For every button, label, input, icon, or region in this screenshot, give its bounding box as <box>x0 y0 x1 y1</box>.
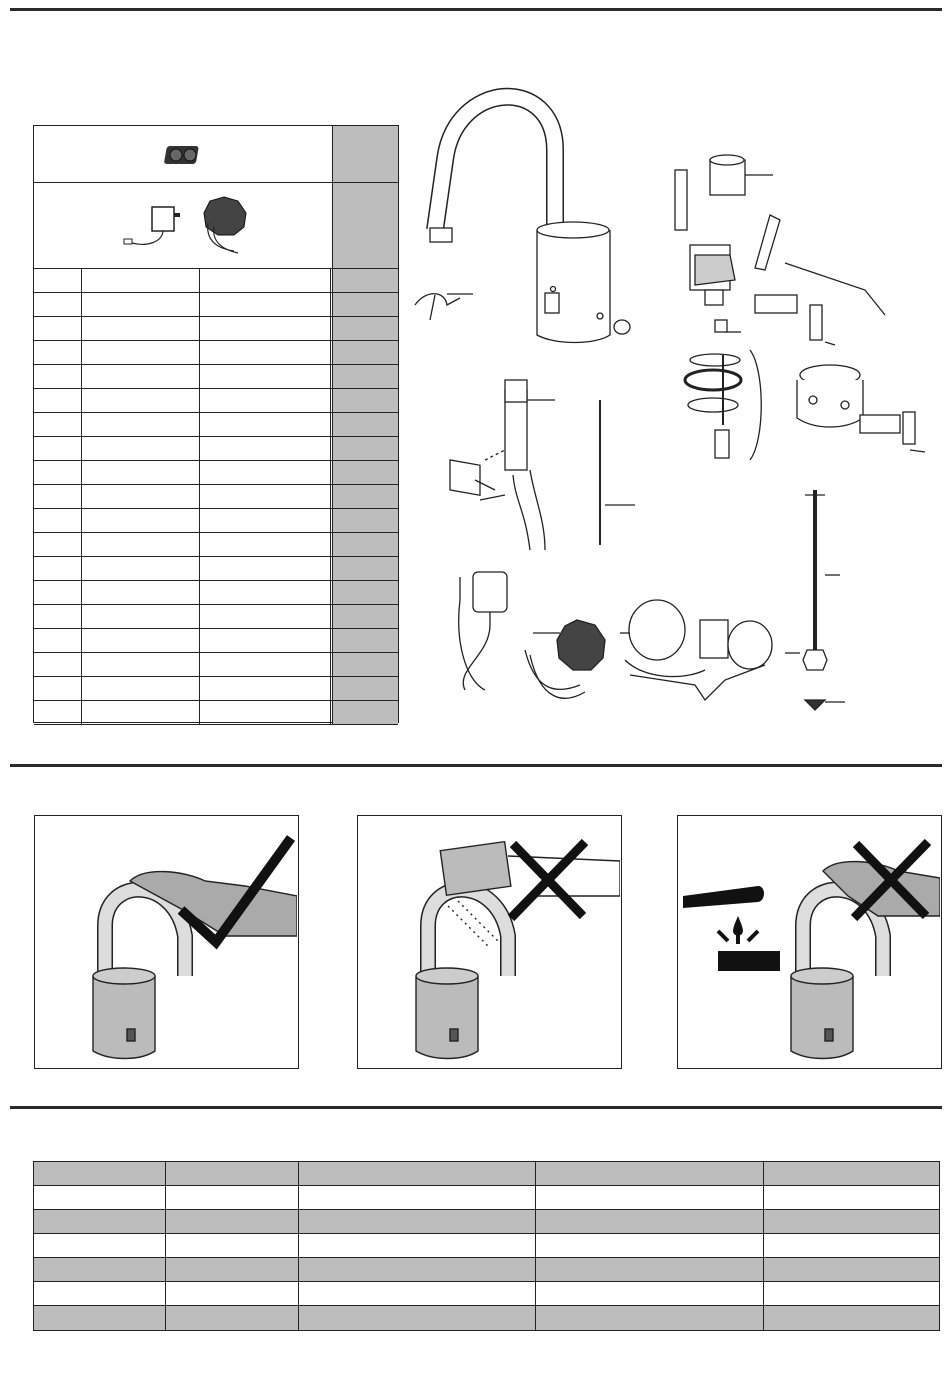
parts-table-row <box>34 677 398 701</box>
spec-table <box>33 1161 940 1331</box>
spec-table-cell <box>34 1210 166 1233</box>
parts-table-cell <box>200 533 331 556</box>
parts-table-cell <box>34 605 82 628</box>
exploded-parts-diagram <box>405 80 940 720</box>
parts-table-cell <box>200 653 331 676</box>
parts-table-row <box>34 485 398 509</box>
spec-table-cell <box>166 1186 299 1209</box>
parts-table-cell <box>200 413 331 436</box>
parts-table-cell <box>34 413 82 436</box>
parts-table-cell <box>34 485 82 508</box>
parts-table-row <box>34 341 398 365</box>
parts-table-cell <box>82 509 200 532</box>
parts-table-row <box>34 293 398 317</box>
parts-table-cell <box>332 389 398 412</box>
parts-table-cell <box>34 701 82 724</box>
parts-table-cell <box>332 701 398 724</box>
parts-table-cell <box>82 269 200 292</box>
spec-table-cell <box>536 1186 764 1209</box>
spec-table-cell <box>536 1162 764 1185</box>
spec-table-cell <box>166 1258 299 1281</box>
parts-table-row <box>34 413 398 437</box>
spec-table-cell <box>536 1210 764 1233</box>
parts-table-cell <box>34 341 82 364</box>
spec-table-cell <box>764 1258 939 1281</box>
parts-table-cell <box>200 293 331 316</box>
spec-table-cell <box>299 1162 536 1185</box>
spec-table-cell <box>536 1234 764 1257</box>
spec-table-cell <box>764 1306 939 1330</box>
top-rule <box>10 8 942 11</box>
parts-table-cell <box>200 629 331 652</box>
spec-table-cell <box>764 1210 939 1233</box>
parts-table-cell <box>34 509 82 532</box>
parts-table-cell <box>82 557 200 580</box>
parts-table-cell <box>332 557 398 580</box>
parts-table-cell <box>34 557 82 580</box>
parts-table-cell <box>34 533 82 556</box>
parts-table-cell <box>34 365 82 388</box>
parts-table-cell <box>200 365 331 388</box>
parts-table-row <box>34 437 398 461</box>
spec-table-cell <box>536 1306 764 1330</box>
spec-table-cell <box>166 1162 299 1185</box>
parts-table-cell <box>82 413 200 436</box>
parts-table-cell <box>200 605 331 628</box>
parts-table-cell <box>332 437 398 460</box>
parts-table-cell <box>82 533 200 556</box>
spec-table-row <box>34 1282 939 1306</box>
parts-table-cell <box>332 509 398 532</box>
parts-table-cell <box>82 677 200 700</box>
parts-table-cell <box>200 701 331 724</box>
parts-table-cell <box>200 557 331 580</box>
parts-table-cell <box>34 389 82 412</box>
parts-table-cell <box>200 389 331 412</box>
parts-table-row <box>34 629 398 653</box>
parts-table-cell <box>34 581 82 604</box>
parts-table-cell <box>82 581 200 604</box>
parts-table-cell <box>82 365 200 388</box>
parts-table-row <box>34 389 398 413</box>
parts-table-cell <box>34 677 82 700</box>
spec-table-cell <box>34 1258 166 1281</box>
parts-table-cell <box>82 317 200 340</box>
parts-table-cell <box>332 533 398 556</box>
parts-table-cell <box>332 269 398 292</box>
parts-table-cell <box>332 317 398 340</box>
care-panel-sponge <box>357 815 622 1069</box>
parts-table-cell <box>82 653 200 676</box>
parts-table-row <box>34 701 398 725</box>
parts-table-row <box>34 461 398 485</box>
parts-table-cell <box>200 677 331 700</box>
parts-table <box>33 125 399 723</box>
parts-table-cell <box>34 629 82 652</box>
parts-table-cell <box>82 701 200 724</box>
spec-table-cell <box>166 1210 299 1233</box>
lower-rule <box>10 1106 942 1109</box>
care-panel-cloth <box>34 815 299 1069</box>
parts-table-cell <box>332 341 398 364</box>
parts-table-cell <box>332 677 398 700</box>
parts-table-cell <box>34 317 82 340</box>
parts-table-cell <box>332 629 398 652</box>
parts-table-cell <box>82 629 200 652</box>
parts-table-cell <box>332 581 398 604</box>
spec-table-cell <box>299 1282 536 1305</box>
spec-table-cell <box>34 1282 166 1305</box>
parts-table-cell <box>332 653 398 676</box>
parts-table-cell <box>34 293 82 316</box>
parts-table-cell <box>200 437 331 460</box>
spec-table-row <box>34 1234 939 1258</box>
parts-table-cell <box>200 269 331 292</box>
battery-pack-icon <box>164 140 204 170</box>
parts-table-cell <box>200 581 331 604</box>
spec-table-cell <box>34 1186 166 1209</box>
parts-table-row <box>34 533 398 557</box>
spec-table-cell <box>536 1258 764 1281</box>
parts-table-cell <box>82 437 200 460</box>
parts-table-row <box>34 317 398 341</box>
ac-adapter-icon <box>122 197 192 257</box>
parts-table-cell <box>34 461 82 484</box>
parts-table-cell <box>82 389 200 412</box>
spec-table-cell <box>764 1234 939 1257</box>
cross-icon <box>503 834 593 924</box>
spec-table-row <box>34 1162 939 1186</box>
parts-table-row <box>34 269 398 293</box>
parts-table-cell <box>332 413 398 436</box>
parts-table-cell <box>82 461 200 484</box>
spec-table-cell <box>764 1282 939 1305</box>
parts-table-cell <box>34 437 82 460</box>
parts-table-cell <box>200 461 331 484</box>
spec-table-row <box>34 1210 939 1234</box>
parts-table-cell <box>82 605 200 628</box>
spec-table-cell <box>166 1306 299 1330</box>
cross-icon <box>846 834 936 924</box>
parts-table-cell <box>332 485 398 508</box>
spec-table-cell <box>166 1282 299 1305</box>
parts-header-battery <box>34 126 398 183</box>
hydro-generator-icon <box>194 193 254 257</box>
parts-table-cell <box>332 293 398 316</box>
spec-table-row <box>34 1186 939 1210</box>
parts-table-cell <box>200 485 331 508</box>
parts-table-row <box>34 365 398 389</box>
care-panel-chemical <box>677 815 942 1069</box>
spec-table-cell <box>299 1234 536 1257</box>
parts-table-cell <box>82 485 200 508</box>
checkmark-icon <box>176 830 296 950</box>
spec-table-cell <box>536 1282 764 1305</box>
spec-table-cell <box>299 1186 536 1209</box>
spec-table-cell <box>764 1162 939 1185</box>
parts-table-row <box>34 509 398 533</box>
parts-table-row <box>34 581 398 605</box>
spec-table-cell <box>34 1234 166 1257</box>
parts-table-row <box>34 653 398 677</box>
spec-table-cell <box>299 1210 536 1233</box>
parts-table-cell <box>332 605 398 628</box>
parts-table-cell <box>200 341 331 364</box>
parts-table-cell <box>200 509 331 532</box>
spec-table-cell <box>299 1306 536 1330</box>
spec-table-cell <box>764 1186 939 1209</box>
spec-table-row <box>34 1258 939 1282</box>
parts-table-cell <box>34 653 82 676</box>
parts-table-cell <box>82 341 200 364</box>
parts-table-cell <box>82 293 200 316</box>
parts-table-row <box>34 557 398 581</box>
parts-table-cell <box>332 365 398 388</box>
parts-table-cell <box>200 317 331 340</box>
spec-table-cell <box>299 1258 536 1281</box>
parts-table-cell <box>34 269 82 292</box>
parts-header-power <box>34 183 398 269</box>
parts-table-row <box>34 605 398 629</box>
spec-table-row <box>34 1306 939 1330</box>
spec-table-cell <box>34 1162 166 1185</box>
middle-rule <box>10 764 942 767</box>
parts-table-cell <box>332 461 398 484</box>
spec-table-cell <box>34 1306 166 1330</box>
spec-table-cell <box>166 1234 299 1257</box>
